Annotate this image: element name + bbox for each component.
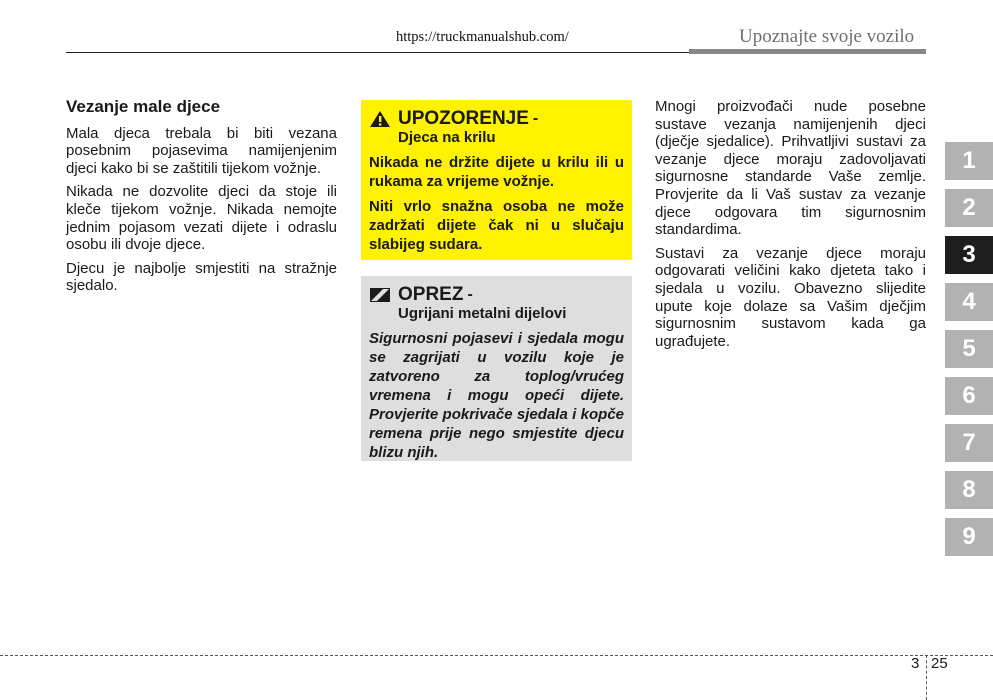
caution-slash-icon (369, 286, 391, 304)
chapter-tab-5[interactable]: 5 (945, 330, 993, 368)
caution-title: OPREZ (398, 284, 464, 305)
chapter-tab-6[interactable]: 6 (945, 377, 993, 415)
paragraph: Nikada ne dozvolite djeci da stoje ili kleče tijekom vožnje. Nikada nemojte jednim pojasom vezati dijete i odraslu osobu ili dvoje djece. (66, 183, 337, 254)
chapter-tab-1[interactable]: 1 (945, 142, 993, 180)
paragraph: Sustavi za vezanje djece moraju odgovarati veličini kako djeteta tako i sjedala u vozilu. Obavezno slijedite upute koje dolaze sa Vašim dječjim sigurnosnim sustavom kada ga ugrađujete. (655, 244, 926, 350)
paragraph: Mnogi proizvođači nude posebne sustave vezanja namijenjenih djeci (dječje sjedalice). Prihvatljivi sustavi za vezanje djece moraju zadovoljavati sigurnosne standarde Vaše zemlje. Provjerite da li Vaš sustav za vezanje djece odgovara tim sigurnosnim standardima. (655, 98, 926, 239)
chapter-tab-2[interactable]: 2 (945, 189, 993, 227)
paragraph: Mala djeca trebala bi biti vezana posebnim pojasevima namijenjenim djeci kako bi se zaštitili tijekom vožnje. (66, 124, 337, 177)
warning-text: Nikada ne držite dijete u krilu ili u rukama za vrijeme vožnje. (369, 154, 624, 190)
header-rule-accent (689, 49, 926, 54)
footer-page-number: 25 (931, 655, 948, 672)
warning-text: Niti vrlo snažna osoba ne može zadržati dijete čak ni u slučaju slabijeg sudara. (369, 198, 624, 253)
chapter-tab-3[interactable]: 3 (945, 236, 993, 274)
section-title: Upoznajte svoje vozilo (739, 26, 915, 47)
footer-divider (0, 655, 993, 656)
caution-box (361, 276, 632, 461)
chapter-tab-7[interactable]: 7 (945, 424, 993, 462)
warning-subtitle: Djeca na krilu (398, 129, 496, 146)
warning-title-line (369, 108, 624, 129)
chapter-tab-4[interactable]: 4 (945, 283, 993, 321)
right-column (655, 98, 926, 356)
chapter-tab-8[interactable]: 8 (945, 471, 993, 509)
paragraph: Djecu je najbolje smjestiti na stražnje sjedalo. (66, 259, 337, 295)
caution-subtitle: Ugrijani metalni dijelovi (398, 305, 567, 322)
caution-title-dash: - (467, 286, 473, 303)
caution-text: Sigurnosni pojasevi i sjedala mogu se zagrijati u vozilu koje je zatvoreno za toplog/vrućeg vremena i mogu opeći dijete. Provjerite pokrivače sjedala i kopče remena prije nego smjestite djecu blizu njih. (369, 330, 624, 461)
footer-vertical-divider (926, 655, 927, 700)
warning-title-dash: - (532, 110, 539, 127)
warning-box (361, 100, 632, 260)
section-heading: Vezanje male djece (66, 97, 221, 116)
chapter-tab-9[interactable]: 9 (945, 518, 993, 556)
caution-title-line (369, 284, 624, 305)
warning-triangle-icon (369, 110, 391, 128)
left-column (66, 98, 337, 301)
warning-title: UPOZORENJE (398, 108, 529, 129)
footer-chapter-number: 3 (911, 655, 920, 672)
header-url: https://truckmanualshub.com/ (396, 29, 569, 45)
